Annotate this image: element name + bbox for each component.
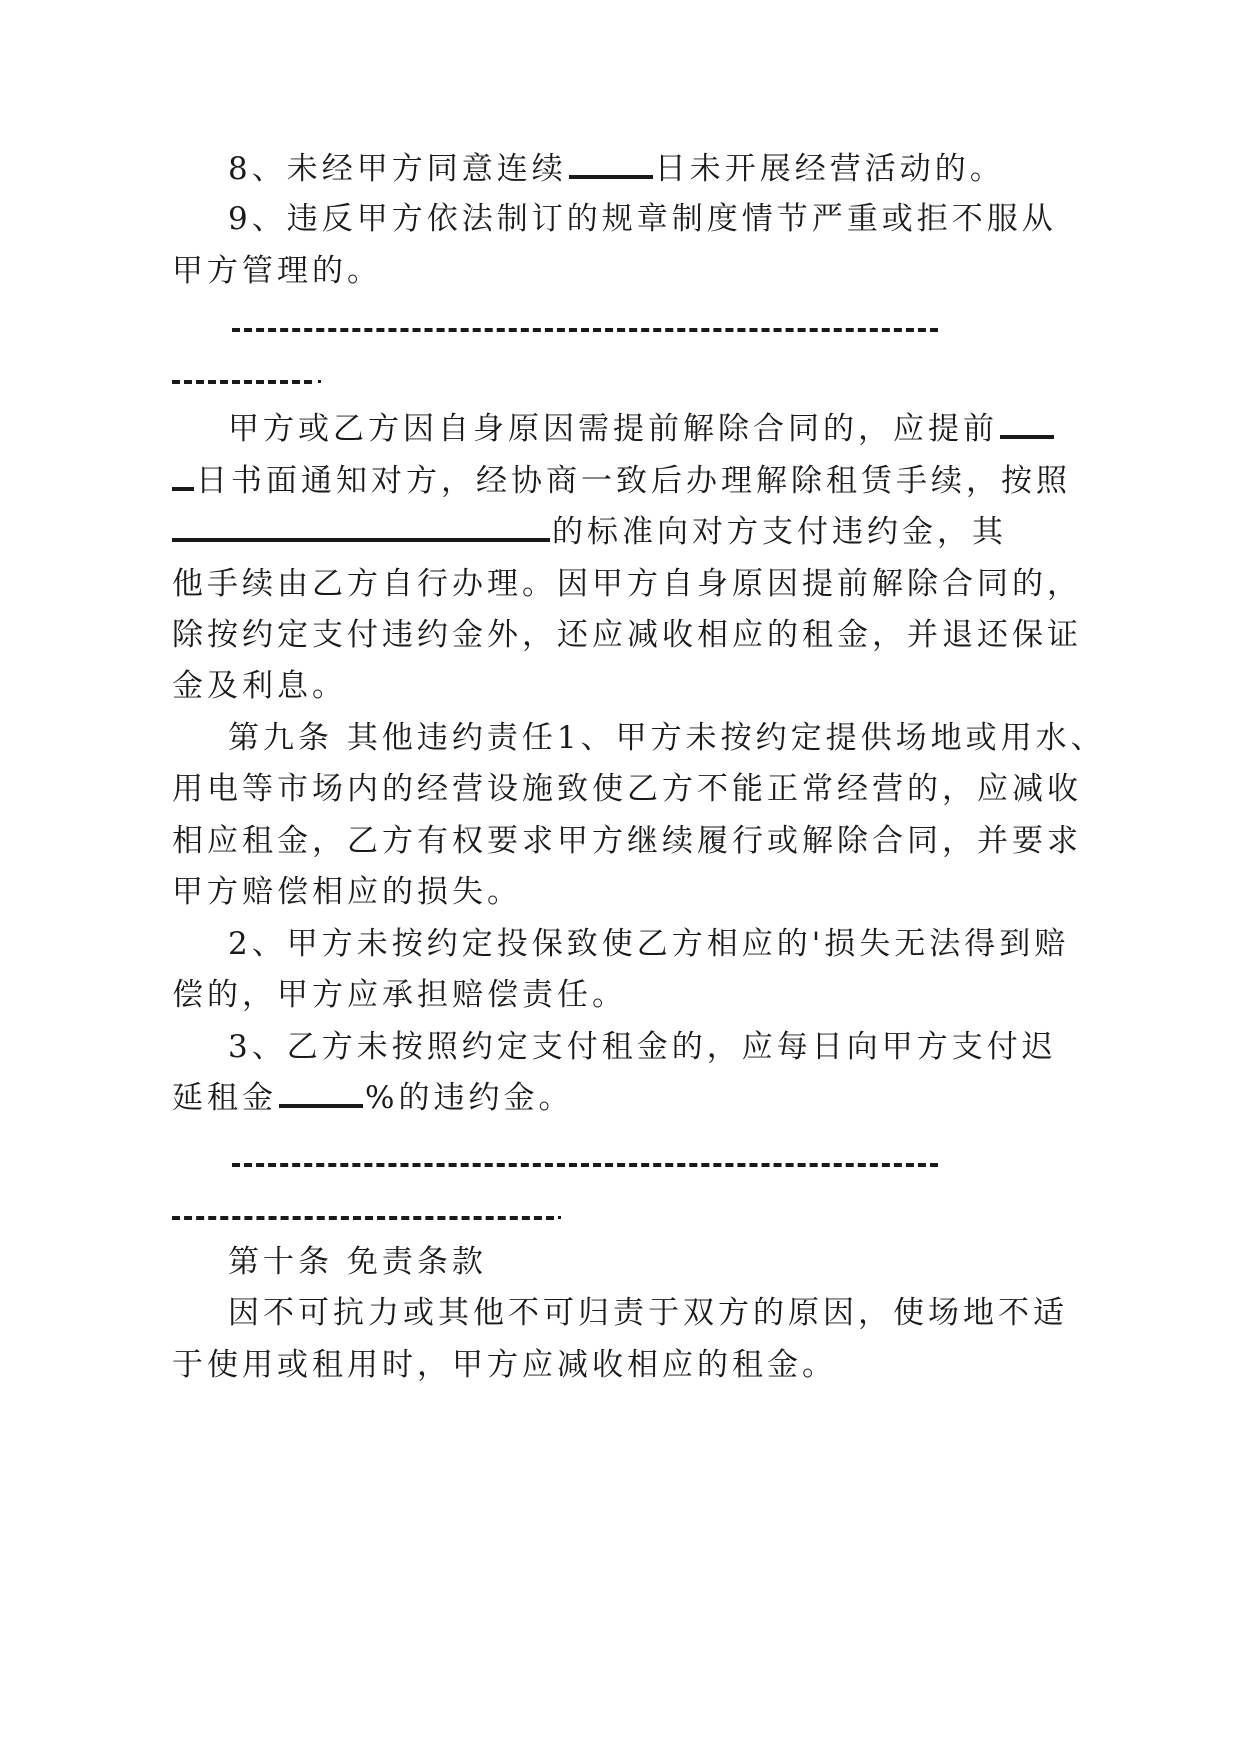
item-9-line-2: 甲方管理的。	[172, 253, 382, 289]
article-9-line-1: 第九条 其他违约责任1、甲方未按约定提供场地或用水、	[228, 720, 1106, 756]
termination-line-5: 除按约定支付违约金外，还应减收相应的租金，并退还保证	[172, 617, 1082, 653]
article-10-line-1: 因不可抗力或其他不可归责于双方的原因，使场地不适	[228, 1295, 1068, 1331]
article-10-line-2: 于使用或租用时，甲方应减收相应的租金。	[172, 1347, 837, 1383]
termination-text-1: 甲方或乙方因自身原因需提前解除合同的，应提前	[228, 411, 998, 447]
article-10-title: 第十条 免责条款	[228, 1244, 487, 1280]
termination-line-4: 他手续由乙方自行办理。因甲方自身原因提前解除合同的，	[172, 566, 1082, 602]
notice-days-blank	[1000, 409, 1054, 439]
termination-text-3: 的标准向对方支付违约金，其	[552, 514, 1007, 550]
percent-blank	[279, 1078, 363, 1108]
termination-line-1	[228, 409, 1056, 449]
item-3-text-before: 延租金	[172, 1080, 277, 1116]
fill-in-rule	[232, 328, 938, 332]
termination-text-2: 日书面通知对方，经协商一致后办理解除租赁手续，按照	[196, 463, 1071, 499]
article-9-line-2: 用电等市场内的经营设施致使乙方不能正常经营的，应减收	[172, 771, 1082, 807]
fill-in-rule	[232, 1163, 938, 1167]
item-3-line-1: 3、乙方未按照约定支付租金的，应每日向甲方支付迟	[228, 1029, 1057, 1065]
rule-period	[558, 1216, 561, 1219]
item-3-text-after: %的违约金。	[365, 1080, 574, 1116]
penalty-standard-blank	[172, 512, 550, 542]
item-9-line-1: 9、违反甲方依法制订的规章制度情节严重或拒不服从	[228, 201, 1057, 237]
item-8-text-after: 日未开展经营活动的。	[654, 151, 1005, 187]
item-8-text-before: 8、未经甲方同意连续	[228, 151, 567, 187]
days-blank	[569, 149, 653, 179]
notice-days-blank-cont	[172, 461, 194, 491]
item-8-line	[228, 149, 1005, 189]
item-2-line-2: 偿的，甲方应承担赔偿责任。	[172, 977, 627, 1013]
termination-line-6: 金及利息。	[172, 668, 347, 704]
article-9-line-3: 相应租金，乙方有权要求甲方继续履行或解除合同，并要求	[172, 823, 1082, 859]
rule-period	[318, 380, 321, 383]
fill-in-rule	[172, 380, 312, 384]
fill-in-rule	[172, 1216, 554, 1220]
item-3-line-2	[172, 1078, 573, 1118]
termination-line-2	[172, 461, 1071, 501]
termination-line-3	[172, 512, 1007, 552]
article-9-line-4: 甲方赔偿相应的损失。	[172, 874, 522, 910]
item-2-line-1: 2、甲方未按约定投保致使乙方相应的'损失无法得到赔	[228, 926, 1070, 962]
